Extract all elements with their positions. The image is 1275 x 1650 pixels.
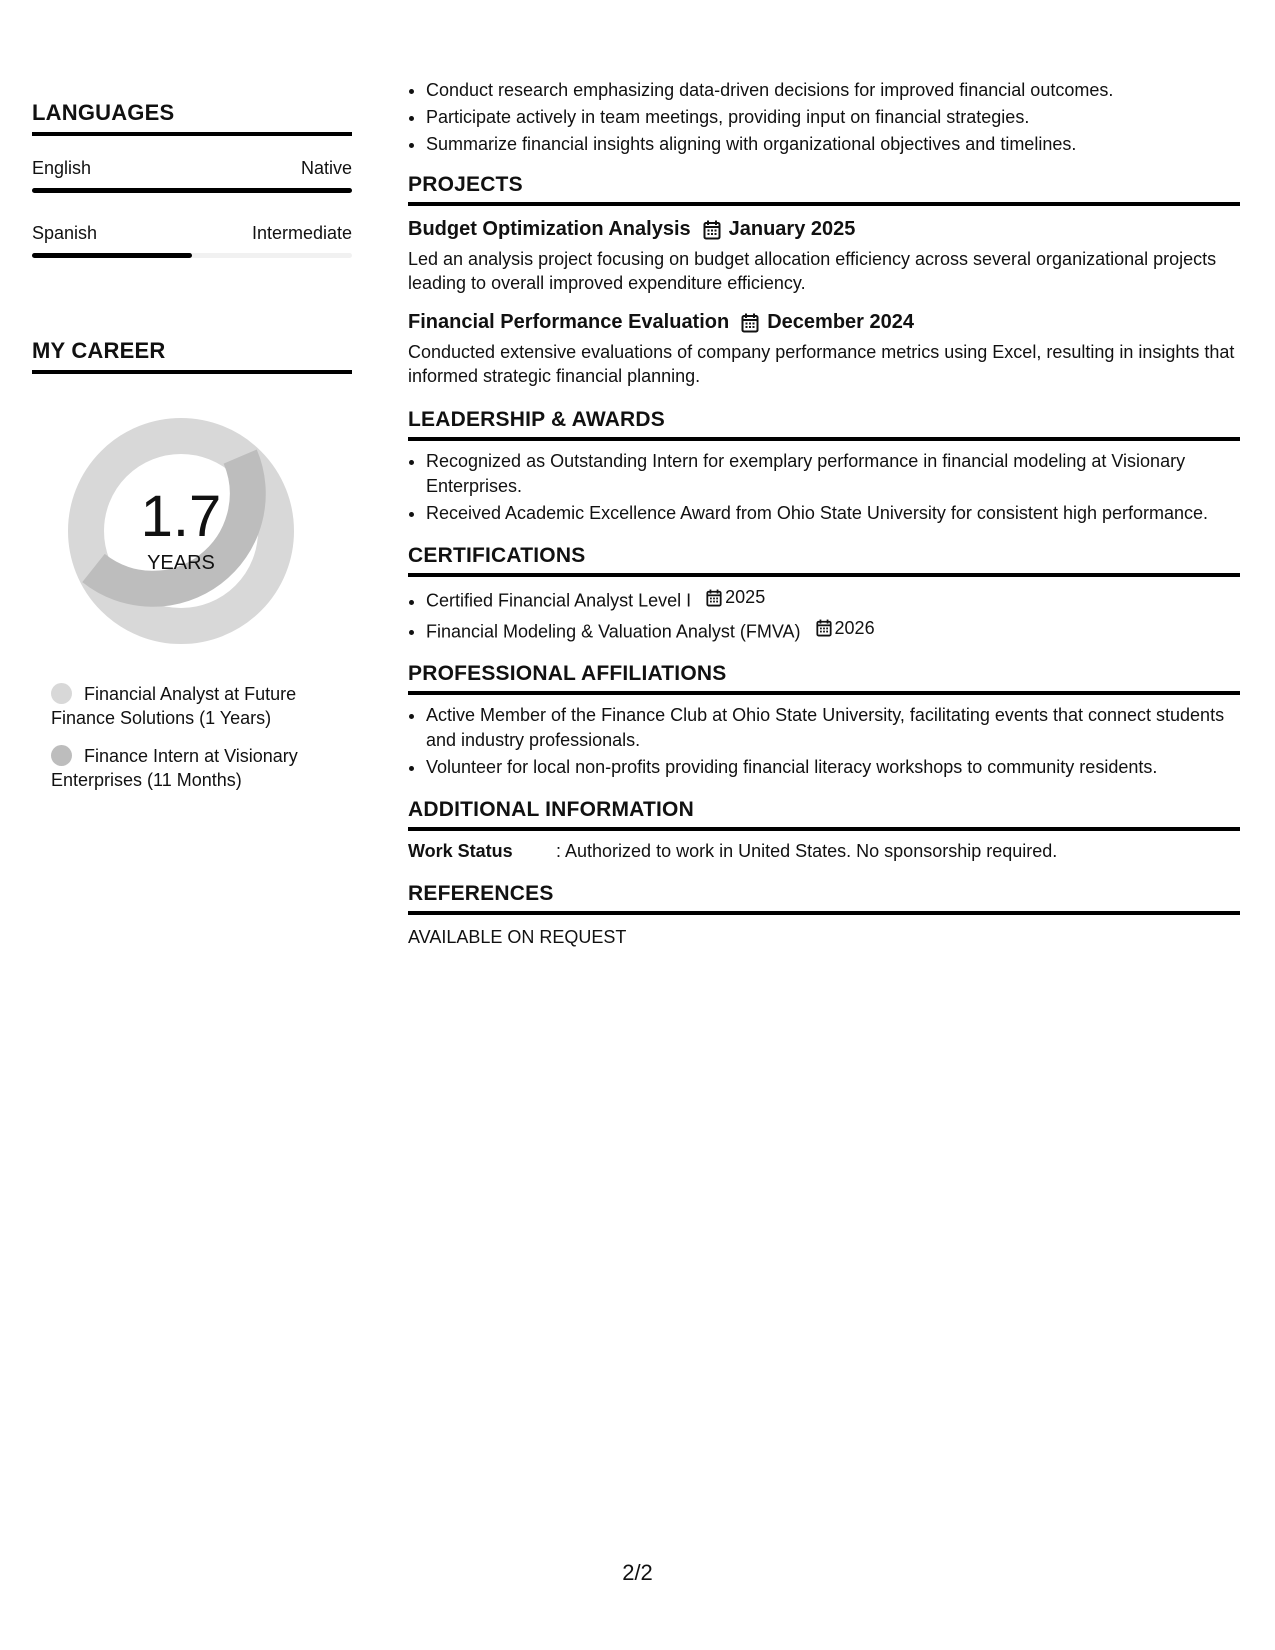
list-item: • Received Academic Excellence Award from Ohio State University for consistent high performance. [426, 501, 1240, 526]
list-item: • Volunteer for local non-profits providing financial literacy workshops to community residents. [426, 755, 1240, 780]
career-legend-item [51, 682, 321, 730]
affiliations-section [408, 662, 1240, 780]
work-status-row [408, 841, 1240, 862]
calendar-icon [741, 313, 759, 333]
calendar-icon [703, 220, 721, 240]
language-name: English [32, 158, 92, 178]
language-proficiency-fill [32, 253, 192, 258]
languages-title: LANGUAGES [32, 100, 352, 136]
references-text: AVAILABLE ON REQUEST [408, 927, 627, 947]
additional-info-section [408, 798, 1240, 862]
career-total-unit: YEARS [147, 551, 215, 574]
work-status-value: : Authorized to work in United States. No sponsorship required. [556, 841, 1058, 861]
legend-dot [51, 683, 72, 704]
list-item: • Active Member of the Finance Club at Ohio State University, facilitating events that connect students and industry professionals. [426, 703, 1240, 753]
language-level: Native [300, 158, 352, 178]
certification-year: 2026 [834, 617, 875, 638]
project-date: December 2024 [767, 311, 914, 333]
language-proficiency-bar [32, 188, 352, 193]
calendar-icon [706, 589, 722, 607]
bullet-item: • Summarize financial insights aligning with organizational objectives and timelines. [426, 132, 1240, 157]
language-name: Spanish [32, 223, 98, 243]
projects-section [408, 173, 1240, 388]
legend-dot [51, 745, 72, 766]
list-item [426, 616, 1240, 645]
certification-name: Financial Modeling & Valuation Analyst (FMVA) [426, 621, 801, 641]
main-content [408, 78, 1240, 948]
project-date: January 2025 [728, 218, 856, 240]
projects-title: PROJECTS [408, 173, 1240, 206]
experience-bullets [408, 78, 1240, 157]
sidebar [32, 100, 352, 806]
language-level: Intermediate [251, 223, 352, 243]
work-status-label: Work Status [408, 841, 513, 861]
page-number: 2/2 [622, 1560, 653, 1585]
certifications-section [408, 544, 1240, 644]
certifications-title: CERTIFICATIONS [408, 544, 1240, 577]
project-heading [408, 218, 1240, 241]
language-item [32, 223, 352, 258]
references-section [408, 882, 1240, 948]
career-title: MY CAREER [32, 338, 352, 374]
bullet-item: • Participate actively in team meetings, providing input on financial strategies. [426, 105, 1240, 130]
references-title: REFERENCES [408, 882, 1240, 915]
additional-info-title: ADDITIONAL INFORMATION [408, 798, 1240, 831]
bullet-item: • Conduct research emphasizing data-driven decisions for improved financial outcomes. [426, 78, 1240, 103]
project-heading [408, 311, 1240, 334]
project-description: Conducted extensive evaluations of company performance metrics using Excel, resulting in insights that informed strategic financial planning. [408, 342, 1235, 386]
list-item [426, 585, 1240, 614]
leadership-section [408, 408, 1240, 526]
list-item: • Recognized as Outstanding Intern for exemplary performance in financial modeling at Visionary Enterprises. [426, 449, 1240, 499]
leadership-list [408, 449, 1240, 526]
calendar-icon [816, 619, 832, 637]
project-name: Budget Optimization Analysis [408, 218, 691, 240]
career-legend-item [51, 744, 321, 792]
project-description: Led an analysis project focusing on budget allocation efficiency across several organizational projects leading to overall improved expenditure efficiency. [408, 249, 1217, 293]
leadership-title: LEADERSHIP & AWARDS [408, 408, 1240, 441]
career-legend-label: Finance Intern at Visionary Enterprises (11 Months) [51, 746, 298, 790]
career-total-value: 1.7 [140, 483, 222, 549]
project-name: Financial Performance Evaluation [408, 311, 730, 333]
language-item [32, 158, 352, 193]
certification-year: 2025 [725, 587, 766, 607]
career-donut-chart [66, 416, 296, 646]
language-proficiency-fill [32, 188, 352, 193]
certifications-list [408, 585, 1240, 644]
language-proficiency-bar [32, 253, 352, 258]
affiliations-title: PROFESSIONAL AFFILIATIONS [408, 662, 1240, 695]
career-legend [32, 682, 352, 792]
career-legend-label: Financial Analyst at Future Finance Solutions (1 Years) [51, 684, 297, 728]
affiliations-list [408, 703, 1240, 780]
certification-name: Certified Financial Analyst Level I [426, 590, 692, 611]
